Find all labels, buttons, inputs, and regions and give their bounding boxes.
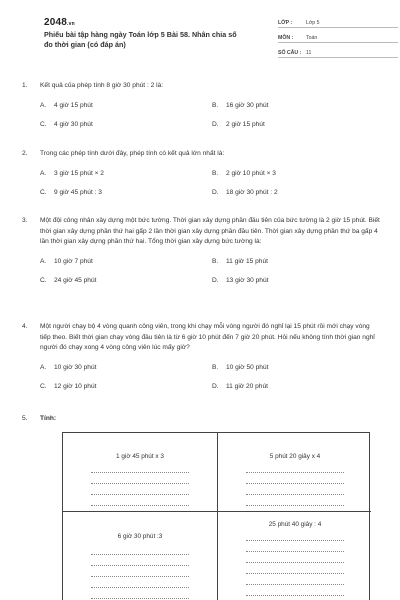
- calc-cell-2: [218, 433, 372, 511]
- calculation-table: [62, 432, 370, 600]
- question-number: 3.: [22, 217, 28, 224]
- option-letter: B.: [212, 169, 219, 177]
- option-c[interactable]: [40, 383, 212, 390]
- option-c[interactable]: [40, 277, 212, 284]
- info-value: Toán: [306, 35, 318, 41]
- option-text: 24 giờ 45 phút: [54, 276, 97, 284]
- info-label: MÔN :: [278, 35, 294, 41]
- answer-line[interactable]: [246, 595, 344, 596]
- option-text: 3 giờ 15 phút × 2: [54, 169, 104, 177]
- option-letter: A.: [40, 363, 47, 371]
- option-letter: D.: [212, 276, 219, 284]
- answer-line[interactable]: [91, 598, 189, 599]
- info-label: LỚP :: [278, 20, 293, 26]
- option-text: 11 giờ 15 phút: [226, 257, 268, 265]
- question-text: Kết quả của phép tính 8 giờ 30 phút : 2 là:: [40, 82, 164, 89]
- answer-line[interactable]: [246, 562, 344, 563]
- option-letter: D.: [212, 188, 219, 196]
- calc-expression: 6 giờ 30 phút :3: [117, 533, 163, 540]
- answer-line[interactable]: [246, 494, 344, 495]
- answer-line[interactable]: [91, 576, 189, 577]
- option-text: 11 giờ 20 phút: [226, 382, 268, 390]
- option-letter: B.: [212, 257, 219, 265]
- option-b[interactable]: [212, 102, 384, 109]
- question-5: [22, 414, 380, 425]
- question-number: 5.: [22, 415, 28, 422]
- info-row-count: [278, 46, 398, 58]
- question-3: [22, 216, 380, 284]
- question-4: [22, 322, 380, 390]
- answer-line[interactable]: [246, 584, 344, 585]
- option-c[interactable]: [40, 189, 212, 196]
- option-text: 10 giờ 50 phút: [226, 363, 269, 371]
- answer-line[interactable]: [246, 551, 344, 552]
- calc-cell-3: [63, 512, 217, 600]
- worksheet-title: Phiếu bài tập hàng ngày Toán lớp 5 Bài 58. Nhân chia số đo thời gian (có đáp án): [44, 30, 237, 49]
- option-letter: C.: [40, 120, 47, 128]
- question-text: Trong các phép tính dưới đây, phép tính có kết quả lớn nhất là:: [40, 150, 225, 157]
- option-letter: C.: [40, 276, 47, 284]
- info-value: 11: [306, 50, 312, 56]
- option-letter: A.: [40, 257, 47, 265]
- answer-line[interactable]: [246, 540, 344, 541]
- info-label: SỐ CÂU :: [278, 50, 302, 56]
- answer-line[interactable]: [246, 505, 344, 506]
- option-letter: A.: [40, 169, 47, 177]
- option-b[interactable]: [212, 170, 384, 177]
- option-d[interactable]: [212, 189, 384, 196]
- option-text: 12 giờ 10 phút: [54, 382, 97, 390]
- option-letter: B.: [212, 363, 219, 371]
- option-text: 2 giờ 10 phút × 3: [226, 169, 276, 177]
- answer-line[interactable]: [91, 554, 189, 555]
- question-2: [22, 149, 380, 196]
- option-d[interactable]: [212, 383, 384, 390]
- option-text: 2 giờ 15 phút: [226, 120, 265, 128]
- info-panel: [278, 16, 398, 61]
- logo-main: 2048: [44, 17, 68, 28]
- calc-cell-1: [63, 433, 217, 511]
- worksheet-header: [22, 0, 378, 72]
- option-text: 10 giờ 7 phút: [54, 257, 93, 265]
- calc-expression: 25 phút 40 giây : 4: [268, 521, 322, 528]
- option-text: 10 giờ 30 phút: [54, 363, 97, 371]
- option-b[interactable]: [212, 258, 384, 265]
- site-logo[interactable]: [44, 17, 75, 28]
- option-text: 13 giờ 30 phút: [226, 276, 269, 284]
- info-row-class: [278, 16, 398, 28]
- calc-expression: 5 phút 20 giây x 4: [269, 453, 321, 460]
- option-a[interactable]: [40, 102, 212, 109]
- option-text: 4 giờ 30 phút: [54, 120, 93, 128]
- question-number: 1.: [22, 82, 28, 89]
- answer-options: [40, 170, 380, 196]
- answer-options: [40, 258, 380, 284]
- option-text: 4 giờ 15 phút: [54, 101, 93, 109]
- calc-cell-4: [218, 512, 372, 600]
- question-text: Tính:: [40, 415, 57, 422]
- option-c[interactable]: [40, 121, 212, 128]
- answer-line[interactable]: [91, 483, 189, 484]
- answer-line[interactable]: [91, 494, 189, 495]
- answer-line[interactable]: [91, 565, 189, 566]
- option-letter: A.: [40, 101, 47, 109]
- answer-line[interactable]: [246, 472, 344, 473]
- info-row-subject: [278, 31, 398, 43]
- calc-expression: 1 giờ 45 phút x 3: [116, 453, 164, 460]
- option-letter: C.: [40, 382, 47, 390]
- answer-line[interactable]: [91, 587, 189, 588]
- option-d[interactable]: [212, 121, 384, 128]
- info-value: Lớp 5: [306, 20, 320, 26]
- option-a[interactable]: [40, 258, 212, 265]
- question-number: 2.: [22, 150, 28, 157]
- option-text: 16 giờ 30 phút: [226, 101, 269, 109]
- answer-options: [40, 364, 380, 390]
- option-letter: C.: [40, 188, 47, 196]
- logo-suffix: .vn: [67, 21, 75, 27]
- option-a[interactable]: [40, 364, 212, 371]
- option-b[interactable]: [212, 364, 384, 371]
- answer-line[interactable]: [91, 472, 189, 473]
- option-text: 18 giờ 30 phút : 2: [226, 188, 278, 196]
- question-text: Một người chạy bộ 4 vòng quanh công viên, trong khi chạy mỗi vòng người đó nghỉ lại 15 phút rồi mới chạy vòng tiếp theo. Biết thời gian chạy vòng đầu tiên là từ 6 giờ 10 phút đến 7 giờ 20 phút. Hỏi nếu không tính thời gian nghỉ người đó chạy xong 4 vòng công viên lúc mấy giờ?: [40, 323, 375, 351]
- option-d[interactable]: [212, 277, 384, 284]
- answer-options: [40, 102, 380, 128]
- option-letter: B.: [212, 101, 219, 109]
- option-a[interactable]: [40, 170, 212, 177]
- question-1: [22, 81, 380, 128]
- option-letter: D.: [212, 120, 219, 128]
- answer-line[interactable]: [246, 573, 344, 574]
- question-text: Một đội công nhân xây dựng một bức tường. Thời gian xây dựng phần đầu tiên của bức tường là 2 giờ 15 phút. Biết thời gian xây dựng phần thứ hai gấp 2 lần thời gian xây dựng phần đầu tiên. Thời gian xây dựng phần thứ ba gấp 4 lần thời gian xây dựng phần thứ hai. Tổng thời gian xây dựng bức tường là:: [40, 217, 380, 245]
- option-text: 9 giờ 45 phút : 3: [54, 188, 102, 196]
- question-number: 4.: [22, 323, 28, 330]
- answer-line[interactable]: [91, 505, 189, 506]
- option-letter: D.: [212, 382, 219, 390]
- answer-line[interactable]: [246, 483, 344, 484]
